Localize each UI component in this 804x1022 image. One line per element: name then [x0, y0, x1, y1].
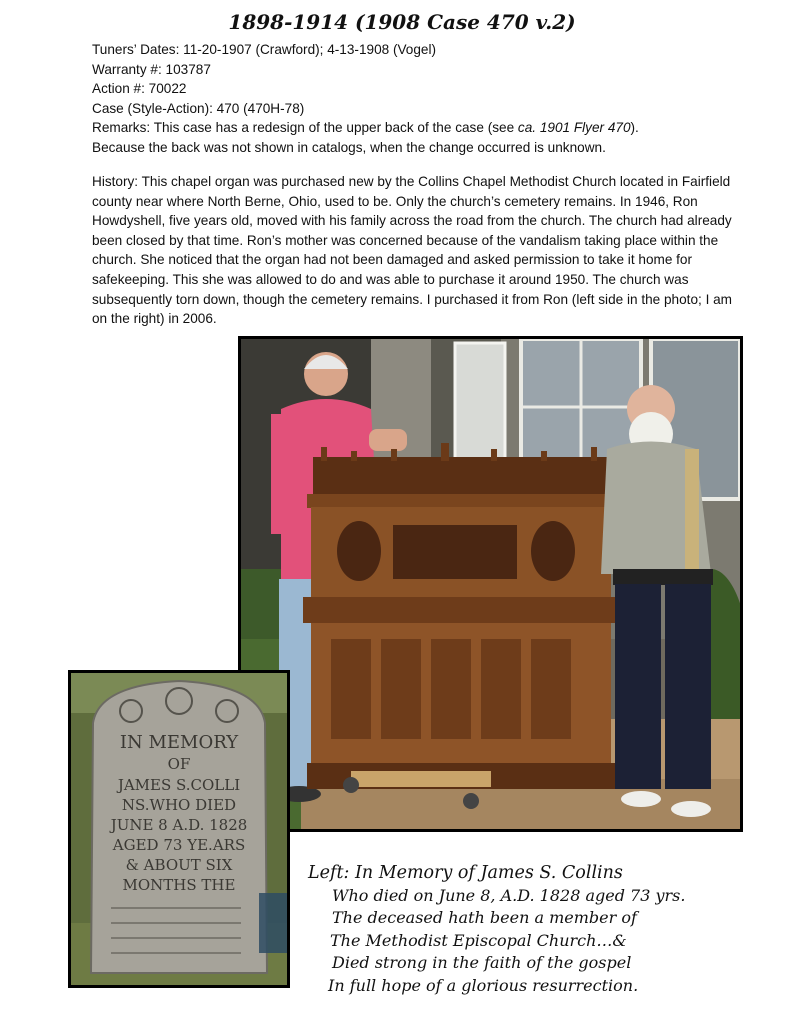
case-style: Case (Style-Action): 470 (470H-78): [92, 100, 305, 116]
remarks-continued: Because the back was not shown in catalogs, when the change occurred is unknown.: [92, 139, 606, 155]
caption-line: The deceased hath been a member of: [332, 908, 637, 927]
gravestone-illustration: [71, 673, 287, 985]
organ-photo-illustration: [241, 339, 740, 829]
inscription-line: NS.WHO DIED: [121, 796, 237, 814]
caption-line: Who died on June 8, A.D. 1828 aged 73 yrs.: [332, 885, 686, 905]
remarks-text: Remarks: This case has a redesign of the upper back of the case (see: [92, 120, 518, 136]
caption-line: Died strong in the faith of the gospel: [332, 953, 632, 972]
history-paragraph: History: This chapel organ was purchased new by the Collins Chapel Methodist Church located in Fairfield county near where North Berne, Ohio, used to be. Only the church’s cemetery remains. In 1946, Ron Howdyshell, five years old, moved with his family across the road from the church. The church had already been closed by that time. Ron’s mother was concerned because of the vandalism taking place within the church. She noticed that the organ had not been damaged and asked permission to take it home for safekeeping. This she was allowed to do and was able to purchase it around 1950. The church was subsequently torn down, though the cemetery remains. I purchased it from Ron (left side in the photo; I am on the right) in 2006.: [92, 174, 733, 327]
caption-line: In full hope of a glorious resurrection.: [328, 975, 639, 995]
caption-line: The Methodist Episcopal Church…&: [330, 930, 627, 950]
gravestone-photo: [68, 670, 290, 988]
inscription-line: AGED 73 YE.ARS: [112, 836, 246, 854]
remarks-end: ).: [630, 120, 639, 136]
organ-details: [92, 40, 732, 158]
organ-photo: [238, 336, 743, 832]
gravestone-caption: [308, 862, 778, 997]
inscription-line: & ABOUT SIX: [125, 856, 233, 874]
page-title: 1898-1914 (1908 Case 470 v.2): [228, 10, 576, 34]
remarks-flyer-reference: ca. 1901 Flyer 470: [517, 120, 631, 136]
inscription-line: OF: [167, 755, 191, 773]
action-number: Action #: 70022: [92, 81, 187, 97]
remarks: [92, 118, 732, 138]
inscription-line: JAMES S.COLLI: [117, 776, 241, 794]
inscription-line: IN MEMORY: [119, 732, 239, 753]
inscription-line: MONTHS THE: [122, 876, 236, 894]
warranty-number: Warranty #: 103787: [92, 61, 211, 77]
caption-line: Left: In Memory of James S. Collins: [308, 863, 623, 883]
tuners-dates: Tuners’ Dates: 11-20-1907 (Crawford); 4-13-1908 (Vogel): [92, 42, 437, 57]
inscription-line: JUNE 8 A.D. 1828: [110, 816, 248, 834]
